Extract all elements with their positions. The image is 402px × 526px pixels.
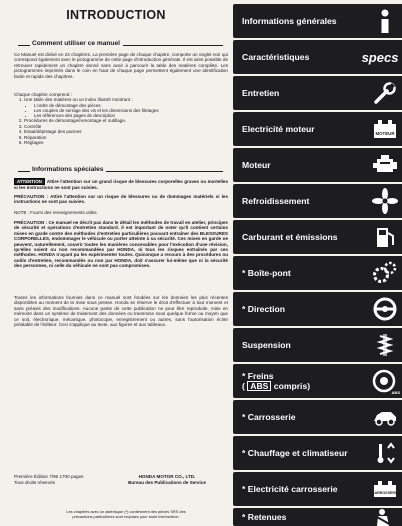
sub-list-item: • L'ordre de démontage des pièces: [34, 103, 228, 108]
usage-intro: Ce Manuel est divisé en 24 chapitres. La première page de chaque chapitre, comporte un onglet noir qui correspond également avec le pictogramme de cette page d'introduction générale. Il est ainsi possible de retrouver rapidement un chapitre donné sans avoir à parcourir la table des matières complète. Les pictogrammes imprimés dans le coin en haut de chaque page permettent également une identification facile et rapide des chapitres.: [14, 52, 228, 79]
tab-retenues[interactable]: * Retenues: [233, 508, 402, 526]
list-item: 3. Contrôle: [24, 124, 228, 129]
precaution-paragraph: PRÉCAUTION : Attire l'attention sur un risque de blessures ou de dommages matériels si les instructions ne sont pas suivies.: [14, 194, 228, 205]
note-paragraph: NOTE : Fourni des renseignements utiles.: [14, 210, 98, 215]
list-item: 6. Réglages: [24, 140, 228, 145]
tab-caracteristiques[interactable]: Caractéristiques specs: [233, 40, 402, 74]
publisher-info: HONDA MOTOR CO., LTD. Bureau des Publications de Service: [128, 474, 206, 485]
tab-carburant-emissions[interactable]: Carburant et émissions: [233, 220, 402, 254]
tab-suspension[interactable]: Suspension: [233, 328, 402, 362]
tab-electricite-carrosserie[interactable]: * Electricité carrosserie CARROSSERIE: [233, 472, 402, 506]
info-heading-label: Informations spéciales: [32, 166, 106, 173]
chapter-contents: [14, 92, 228, 145]
sub-list-item: • Les couples de serrage des vis et les dimensions des filetages: [34, 108, 228, 113]
climate-icon: [372, 440, 398, 466]
list-item: 5. Réparation: [24, 135, 228, 140]
tab-direction[interactable]: * Direction: [233, 292, 402, 326]
list-item: 4. Essai/dépistage des pannes: [24, 129, 228, 134]
specs-icon: specs: [361, 49, 399, 65]
closing-paragraph: Toutes les informations fournies dans ce manuel sont fondées sur les données les plus récentes disponibles au moment de la mise sous presse. Honda se réserve le droit d'effectuer à tout moment et sans préavis des modifications. Aucune partie de cette publication ne peut être reproduite, mise en mémoire dans un système de traitement des données ou transmise sous quelque forme ou moyen que ce soit, électronique, mécanique, photocopie, enregistrement ou autres, sans l'autorisation écrite préalable de l'éditeur. Ceci s'applique au texte, aux figures et aux tableaux.: [14, 295, 228, 328]
engine-icon: [372, 152, 398, 178]
attention-badge: ATTENTION: [14, 178, 45, 185]
chapter-intro: Chaque chapitre comprend :: [14, 92, 72, 97]
engine-electric-icon: MOTEUR: [372, 116, 398, 142]
info-heading: [18, 166, 223, 176]
usage-heading-label: Comment utiliser ce manuel: [32, 40, 123, 47]
cooling-fan-icon: [372, 188, 398, 214]
tab-boite-pont[interactable]: * Boîte-pont: [233, 256, 402, 290]
wrench-icon: [372, 80, 398, 106]
tab-informations-generales[interactable]: Informations générales: [233, 4, 402, 38]
fuel-icon: [372, 224, 398, 250]
precaution-detail: PRÉCAUTION : Ce manuel ne décrit pas dans le détail les méthodes de travail en atelier, principes de sécurité et opérations d'entretien standard. Il est important de noter qu'il contient certains mises en garde contre des méthodes d'entretien particulières pouvant entraîner des BLESSURES CORPORELLES, endommager le véhicule ou porter atteinte à sa sécurité. Ces mises en garde ne peuvent, naturellement, couvrir toutes les manières concevables pour l'exécution d'une révision, qu'elles soient ou non recommandées par HONDA, ni tous les risques entraînés par ces méthodes. HONDA n'ayant pu les expérimenter toutes. Quiconque a recours à des procédures ou outils d'entretien, recommandés ou non par HONDA, doit s'assurer lui-même que ni la sécurité des personnes, ni celle du véhicule ne sont pas compromises.: [14, 220, 228, 269]
chapter-list: [14, 97, 228, 145]
page-title: INTRODUCTION: [66, 8, 166, 22]
usage-heading: [18, 40, 223, 50]
list-item: 1. Une table des matières ou un index illustré montrant : • L'ordre de démontage des pièces • Les couples de serrage des vis et les dimensions des filetages • Les références des pages de description: [24, 97, 228, 118]
edition-info: Première Édition 7/96 1700 pages Tous droits réservés: [14, 474, 84, 485]
tab-moteur[interactable]: Moteur: [233, 148, 402, 182]
sub-list-item: • Les références des pages de description: [34, 113, 228, 118]
suspension-spring-icon: [372, 332, 398, 358]
chapter-tabs: [233, 0, 402, 526]
tab-entretien[interactable]: Entretien: [233, 76, 402, 110]
car-body-icon: [372, 404, 398, 430]
steering-wheel-icon: [372, 296, 398, 322]
sub-list: [24, 103, 228, 119]
tab-freins[interactable]: * Freins ( ABS compris) ABS: [233, 364, 402, 398]
attention-paragraph: ATTENTION Attire l'attention sur un grand risque de blessures corporelles graves ou mortelles si les instructions ne sont pas suivies.: [14, 179, 228, 191]
list-item: 2. Procédures de démontage/remontage et outillage.: [24, 118, 228, 123]
info-icon: [372, 8, 398, 34]
seatbelt-icon: [372, 508, 398, 526]
abs-badge: ABS: [247, 381, 271, 391]
body-electric-icon: CARROSSERIE: [372, 476, 398, 502]
brake-disc-icon: ABS: [372, 368, 398, 394]
tab-carrosserie[interactable]: * Carrosserie: [233, 400, 402, 434]
srs-note: Les chapitres avec un astérisque (*) contiennent des pièces SRS des précautions particulières sont requises pour toute intervention.: [66, 509, 186, 519]
tab-refroidissement[interactable]: Refroidissement: [233, 184, 402, 218]
gears-icon: [372, 260, 398, 286]
tab-chauffage-climatiseur[interactable]: * Chauffage et climatiseur: [233, 436, 402, 470]
tab-electricite-moteur[interactable]: Electricité moteur MOTEUR: [233, 112, 402, 146]
